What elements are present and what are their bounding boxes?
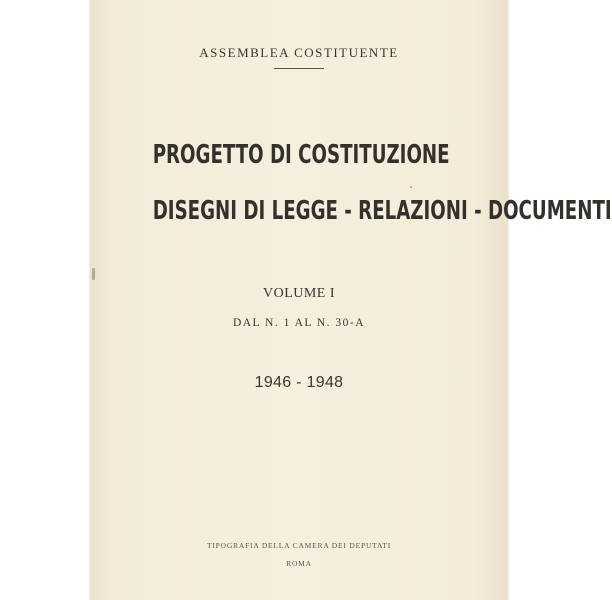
heading-divider (274, 68, 324, 69)
volume-label: VOLUME I (262, 286, 336, 301)
paper-speck (410, 186, 412, 188)
volume-range: DAL N. 1 AL N. 30-A (232, 317, 366, 329)
printer-imprint: TIPOGRAFIA DELLA CAMERA DEI DEPUTATI (206, 541, 392, 550)
printer-city: ROMA (286, 559, 312, 568)
document-subtitle: DISEGNI DI LEGGE - RELAZIONI - DOCUMENTI (152, 196, 612, 226)
publication-years: 1946 - 1948 (254, 374, 344, 391)
title-page (90, 0, 612, 600)
document-title: PROGETTO DI COSTITUZIONE (152, 140, 450, 170)
assembly-heading: ASSEMBLEA COSTITUENTE (199, 45, 399, 60)
paper-mark (92, 268, 95, 280)
